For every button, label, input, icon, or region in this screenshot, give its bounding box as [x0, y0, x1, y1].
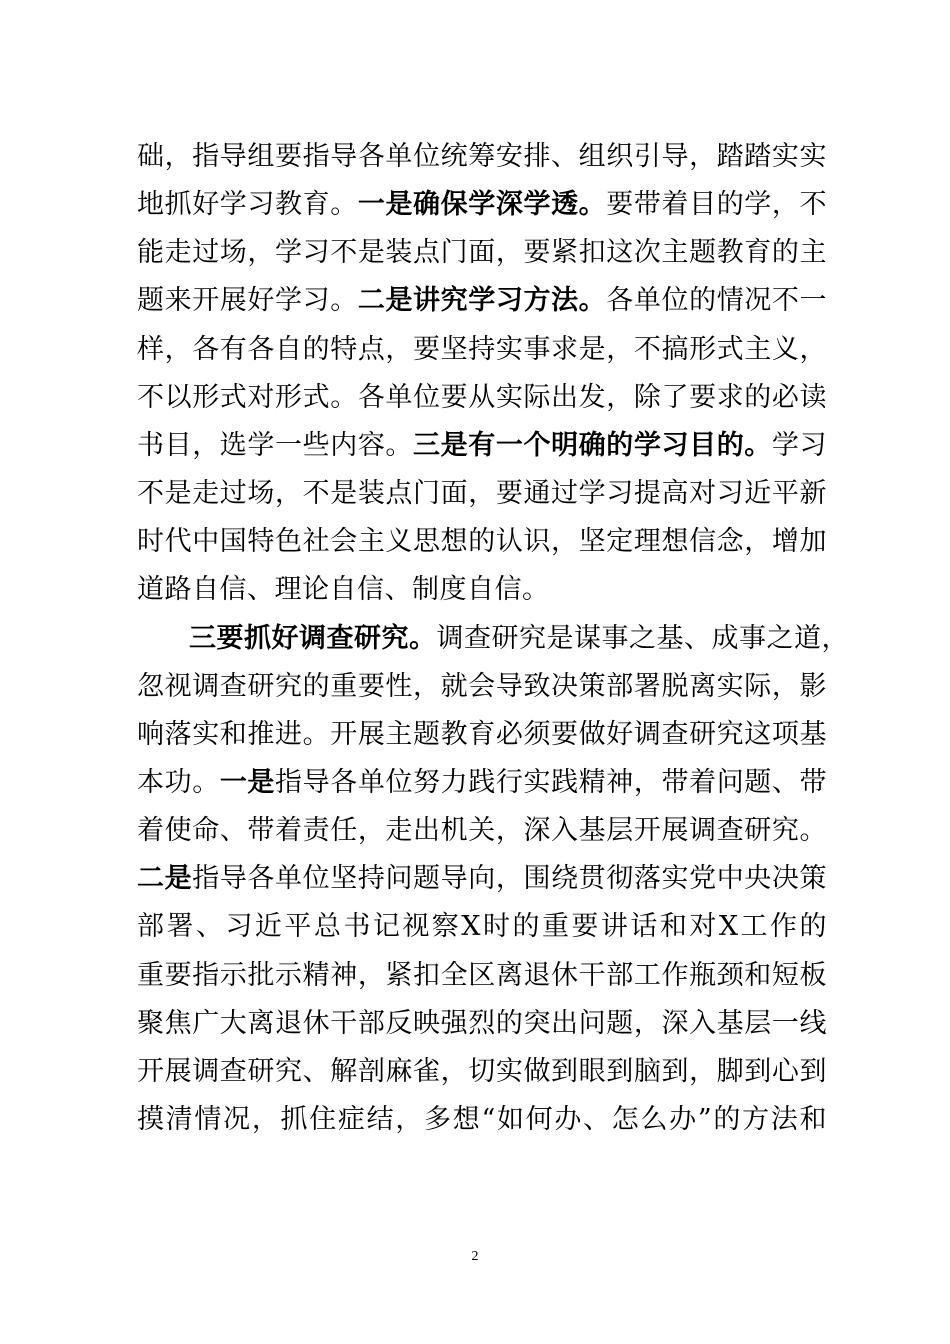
text-segment: 指导各单位坚持问题导向，围绕贯彻落实党中央决策 [192, 863, 828, 895]
text-segment: 响落实和推进。开展主题教育必须要做好调查研究这项基 [137, 718, 827, 750]
text-line [137, 1098, 827, 1142]
text-segment: 样，各有各自的特点，要坚持实事求是，不搞形式主义， [137, 333, 827, 365]
text-segment: 调查研究是谋事之基、成事之道， [436, 622, 849, 654]
text-line [137, 809, 827, 853]
text-segment: 不以形式对形式。各单位要从实际出发，除了要求的必读 [137, 381, 827, 413]
text-segment: 指导各单位努力践行实践精神，带着问题、带 [275, 766, 828, 798]
bold-text: 三是有一个明确的学习目的。 [413, 429, 772, 461]
text-line [137, 1050, 827, 1094]
text-segment: 忽视调查研究的重要性，就会导致决策部署脱离实际，影 [137, 670, 827, 702]
text-line [137, 713, 827, 757]
text-segment: 本功。 [137, 766, 220, 798]
text-segment: 题来开展好学习。 [137, 285, 358, 317]
text-line [137, 905, 827, 949]
text-line [137, 761, 827, 805]
text-segment: 开展调查研究、解剖麻雀，切实做到眼到脑到，脚到心到 [137, 1055, 827, 1087]
text-segment: 聚焦广大离退休干部反映强烈的突出问题，深入基层一线 [137, 1007, 827, 1039]
text-segment: 各单位的情况不一 [606, 285, 828, 317]
text-line [137, 472, 827, 516]
text-segment: 不是走过场，不是装点门面，要通过学习提高对习近平新 [137, 478, 827, 510]
text-segment: 道路自信、理论自信、制度自信。 [137, 574, 550, 606]
page-number: 2 [471, 1249, 479, 1264]
text-line [137, 231, 827, 275]
text-line [137, 328, 827, 372]
text-segment: 时代中国特色社会主义思想的认识，坚定理想信念，增加 [137, 526, 827, 558]
text-segment: 要带着目的学，不 [606, 189, 828, 221]
text-segment: 着使命、带着责任，走出机关，深入基层开展调查研究。 [137, 815, 827, 847]
bold-text: 三要抓好调查研究。 [189, 622, 437, 654]
text-line [137, 954, 827, 998]
text-line [137, 376, 827, 420]
text-segment: 地抓好学习教育。 [137, 189, 358, 221]
text-line [137, 183, 827, 227]
text-line [137, 1002, 827, 1046]
text-segment: 础，指导组要指导各单位统筹安排、组织引导，踏踏实实 [137, 141, 827, 172]
text-line [137, 665, 827, 709]
text-segment: 能走过场，学习不是装点门面，要紧扣这次主题教育的主 [137, 237, 827, 269]
text-segment: 书目，选学一些内容。 [137, 429, 414, 461]
bold-text: 二是讲究学习方法。 [357, 285, 607, 317]
text-line [137, 857, 827, 901]
text-segment: 摸清情况，抓住症结，多想“如何办、怎么办”的方法和 [137, 1104, 827, 1135]
text-segment: 学习 [771, 429, 828, 461]
text-segment: 重要指示批示精神，紧扣全区离退休干部工作瓶颈和短板 [137, 959, 827, 991]
text-line [137, 568, 827, 612]
bold-text: 一是 [219, 766, 276, 798]
text-line [137, 424, 827, 468]
text-line [137, 520, 827, 564]
text-segment: 部署、习近平总书记视察X时的重要讲话和对X工作的 [137, 911, 827, 943]
text-line [137, 135, 827, 179]
text-line [137, 279, 827, 323]
text-line [189, 617, 849, 661]
bold-text: 二是 [137, 863, 193, 895]
bold-text: 一是确保学深学透。 [357, 189, 607, 221]
